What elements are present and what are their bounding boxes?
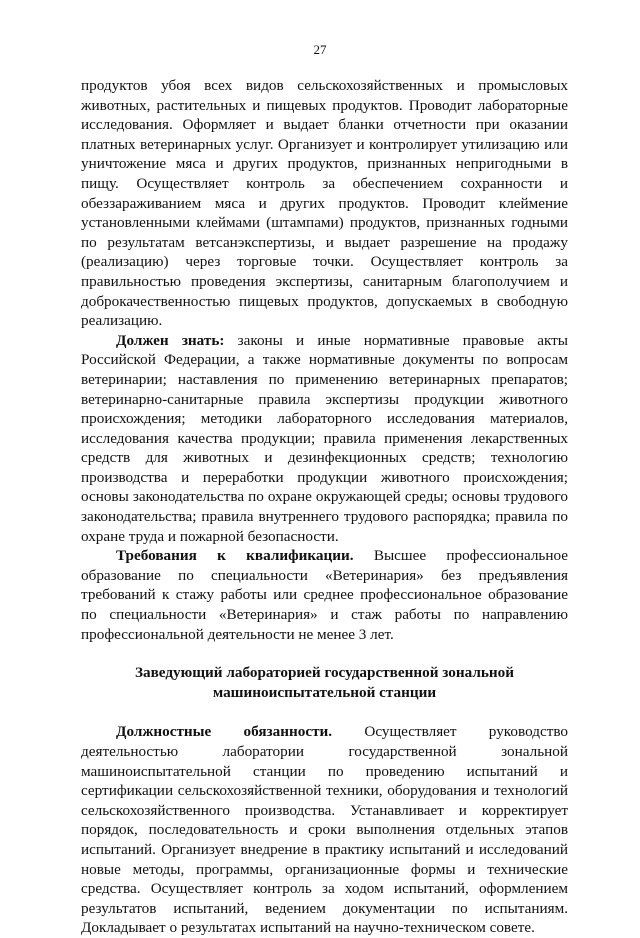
paragraph-text: законы и иные нормативные правовые акты Российской Федерации, а также нормативные документы по вопросам ветеринарии; наставления по применению ветеринарных препаратов; ветеринарно-санитарные правила экспертизы продукции животного происхождения; методики лабораторного исследования материалов, исследования качества продукции; правила применения лекарственных средств для животных и дезинфекционных средств; технологию производства и переработки продукции животного происхождения; основы законодательства по охране окружающей среды; основы трудового законодательства; правила внутреннего трудового распорядка; правила по охране труда и пожарной безопасности. — [81, 331, 568, 545]
section-heading — [81, 663, 568, 702]
section-spacer — [81, 702, 568, 722]
section-heading-line-1: Заведующий лабораторией государственной зональной — [135, 664, 514, 682]
paragraph-must-know — [81, 331, 568, 547]
paragraph-qualification-requirements — [81, 546, 568, 644]
paragraph-lead: Требования к квалификации. — [116, 547, 354, 565]
paragraph-text: Высшее профессиональное образование по специальности «Ветеринария» без предъявления требований к стажу работы или среднее профессиональное образование по специальности «Ветеринария» и стаж работы по направлению профессиональной деятельности не менее 3 лет. — [81, 547, 568, 643]
document-body — [81, 76, 568, 938]
paragraph-text: продуктов убоя всех видов сельскохозяйственных и промысловых животных, растительных и пищевых продуктов. Проводит лабораторные исследования. Оформляет и выдает бланки отчетности при оказании платных ветеринарных услуг. Организует и контролирует утилизацию или уничтожение мяса и других продуктов, признанных непригодными в пищу. Осуществляет контроль за обеспечением сохранности и обеззараживанием мяса и других продуктов. Проводит клеймение установленными клеймами (штампами) продуктов, признанных годными по результатам ветсанэкспертизы, и выдает разрешение на продажу (реализацию) через торговые точки. Осуществляет контроль за правильностью проведения экспертизы, санитарным благополучием и доброкачественностью пищевых продуктов, допускаемых в свободную реализацию. — [81, 77, 568, 330]
section-heading-line-2: машиноиспытательной станции — [212, 683, 437, 701]
paragraph-meat-inspection-duties — [81, 76, 568, 331]
paragraph-lead: Должен знать: — [116, 331, 225, 349]
paragraph-text: Осуществляет руководство деятельностью лаборатории государственной зональной машиноиспытательной станции по проведению испытаний и сертификации сельскохозяйственной техники, оборудования и технологий сельскохозяйственного производства. Устанавливает и корректирует порядок, последовательность и сроки выполнения отдельных этапов испытаний. Организует внедрение в практику испытаний и исследований новые методы, программы, организационные формы и технические средства. Осуществляет контроль за ходом испытаний, оформлением результатов испытаний, ведением документации по испытаниям. Докладывает о результатах испытаний на научно-техническом совете. — [81, 723, 568, 937]
page-number: 27 — [313, 42, 327, 57]
paragraph-lead: Должностные обязанности. — [116, 723, 333, 741]
paragraph-job-duties — [81, 722, 568, 938]
